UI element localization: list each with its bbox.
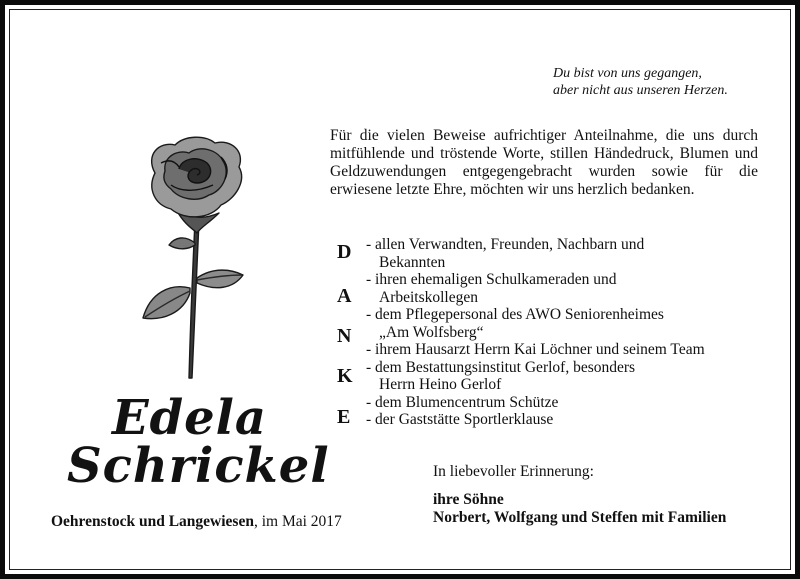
closing-intro: In liebevoller Erinnerung: (433, 463, 594, 480)
thanks-item: - der Gaststätte Sportlerklause (366, 411, 554, 428)
deceased-last-name: Schrickel (67, 438, 330, 494)
acrostic-letter: K (337, 365, 353, 387)
mourners-line: ihre Söhne (433, 491, 504, 508)
motto-line: Du bist von uns gegangen, (553, 66, 702, 81)
motto-line: aber nicht aus unseren Herzen. (553, 83, 728, 98)
place-name: Oehrenstock und Langewiesen (51, 513, 254, 530)
mourners (433, 491, 726, 527)
thanks-item-continued: Arbeitskollegen (379, 288, 479, 306)
thanks-item-continued: „Am Wolfsberg“ (379, 323, 484, 341)
acrostic-letter: A (337, 285, 352, 307)
acrostic-letter: E (337, 406, 351, 428)
thanks-item: - dem Pflegepersonal des AWO Seniorenheimes (366, 306, 664, 323)
thanks-item: - ihrem Hausarzt Herrn Kai Löchner und seinem Team (366, 341, 705, 358)
thanks-item: - dem Blumencentrum Schütze (366, 393, 559, 411)
closing-block (433, 463, 726, 527)
thanks-item: - dem Bestattungsinstitut Gerlof, besonders (366, 358, 636, 376)
acrostic-letter: N (337, 325, 352, 347)
mourners-line: Norbert, Wolfgang und Steffen mit Familien (433, 509, 727, 526)
date-text: , im Mai 2017 (253, 513, 342, 530)
thanks-list (366, 236, 766, 429)
thanks-item: - allen Verwandten, Freunden, Nachbarn und (366, 236, 645, 253)
place-date (51, 513, 342, 531)
acrostic-letter: D (337, 241, 352, 263)
thanks-item: - ihren ehemaligen Schulkameraden und (366, 271, 617, 288)
intro-text: Für die vielen Beweise aufrichtiger Anteilnahme, die uns durch mitfühlende und tröstende Worte, stillen Händedruck, Blumen und Geldzuwendungen entgegengebracht wurden sowie für die erwiesene letzte Ehre, möchten wir uns herzlich bedanken. (330, 127, 758, 198)
motto (553, 65, 728, 99)
deceased-first-name: Edela (111, 390, 268, 446)
thanks-item-continued: Herrn Heino Gerlof (379, 376, 502, 393)
thanks-item-continued: Bekannten (379, 253, 446, 271)
rose-illustration (135, 133, 255, 383)
